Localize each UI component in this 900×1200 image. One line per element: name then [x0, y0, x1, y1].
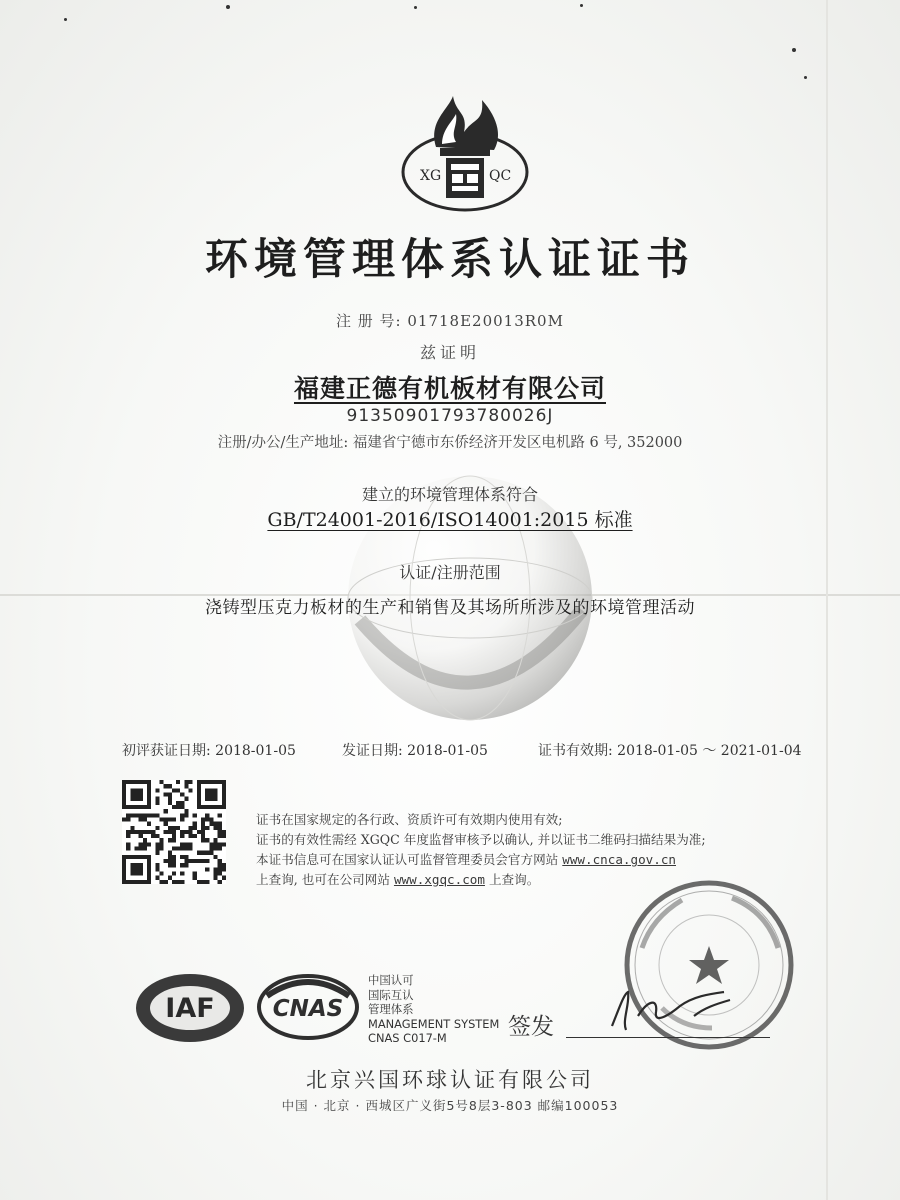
speck [580, 4, 583, 7]
issuer-name: 北京兴国环球认证有限公司 [306, 1068, 594, 1092]
note-line-3 [256, 850, 706, 870]
speck [226, 5, 230, 9]
iaf-logo [134, 972, 246, 1044]
cnas-accreditation-text [368, 973, 499, 1046]
issue-date: 发证日期: 2018-01-05 [342, 743, 488, 759]
company-name: 福建正德有机板材有限公司 [293, 374, 606, 403]
note-line-4-tail: 上查询。 [484, 872, 540, 887]
validity-period: 证书有效期: 2018-01-05 ～ 2021-01-04 [538, 743, 802, 759]
logo-right-text: QC [489, 168, 512, 184]
cnas-letters: CNAS [272, 996, 344, 1022]
logo-left-text: XG [420, 168, 442, 184]
xgqc-logo [398, 92, 532, 214]
cnas-line-3: 管理体系 [368, 1002, 414, 1017]
cnca-link[interactable]: www.cnca.gov.cn [562, 852, 676, 867]
xgqc-link[interactable]: www.xgqc.com [393, 872, 485, 887]
cnas-line-4: MANAGEMENT SYSTEM [368, 1016, 500, 1031]
hereby-text: 兹证明 [419, 343, 480, 362]
signature [598, 986, 748, 1036]
cnas-line-1: 中国认可 [368, 973, 414, 987]
standard-text: GB/T24001-2016/ISO14001:2015 标准 [267, 509, 633, 531]
cnas-line-5: CNAS C017-M [368, 1031, 447, 1046]
qr-code[interactable] [122, 780, 226, 884]
speck [414, 6, 417, 9]
established-text: 建立的环境管理体系符合 [361, 485, 538, 504]
speck [804, 76, 807, 79]
credit-code: 91350901793780026J [346, 406, 554, 426]
registration-number: 注 册 号: 01718E20013R0M [336, 312, 564, 330]
note-line-4-text: 上查询, 也可在公司网站 [256, 872, 394, 887]
issuer-address: 中国 · 北京 · 西城区广义街5号8层3-803 邮编100053 [281, 1098, 619, 1113]
speck [792, 48, 796, 52]
sign-label: 签发 [508, 1014, 554, 1040]
initial-date: 初评获证日期: 2018-01-05 [122, 743, 296, 759]
scope-text: 浇铸型压克力板材的生产和销售及其场所所涉及的环境管理活动 [205, 598, 695, 618]
speck [64, 18, 67, 21]
note-line-1: 证书在国家规定的各行政、资质许可有效期内使用有效; [256, 812, 563, 827]
signature-line [566, 1037, 770, 1038]
scope-label: 认证/注册范围 [399, 563, 501, 582]
iaf-letters: IAF [165, 993, 215, 1024]
company-address: 注册/办公/生产地址: 福建省宁德市东侨经济开发区电机路 6 号, 352000 [217, 435, 683, 451]
note-line-2: 证书的有效性需经 XGQC 年度监督审核予以确认, 并以证书二维码扫描结果为准; [256, 832, 706, 847]
cnas-logo [257, 974, 359, 1040]
note-line-3-text: 本证书信息可在国家认证认可监督管理委员会官方网站 [256, 852, 563, 867]
certificate-title: 环境管理体系认证证书 [205, 235, 695, 285]
cnas-line-2: 国际互认 [368, 987, 414, 1002]
